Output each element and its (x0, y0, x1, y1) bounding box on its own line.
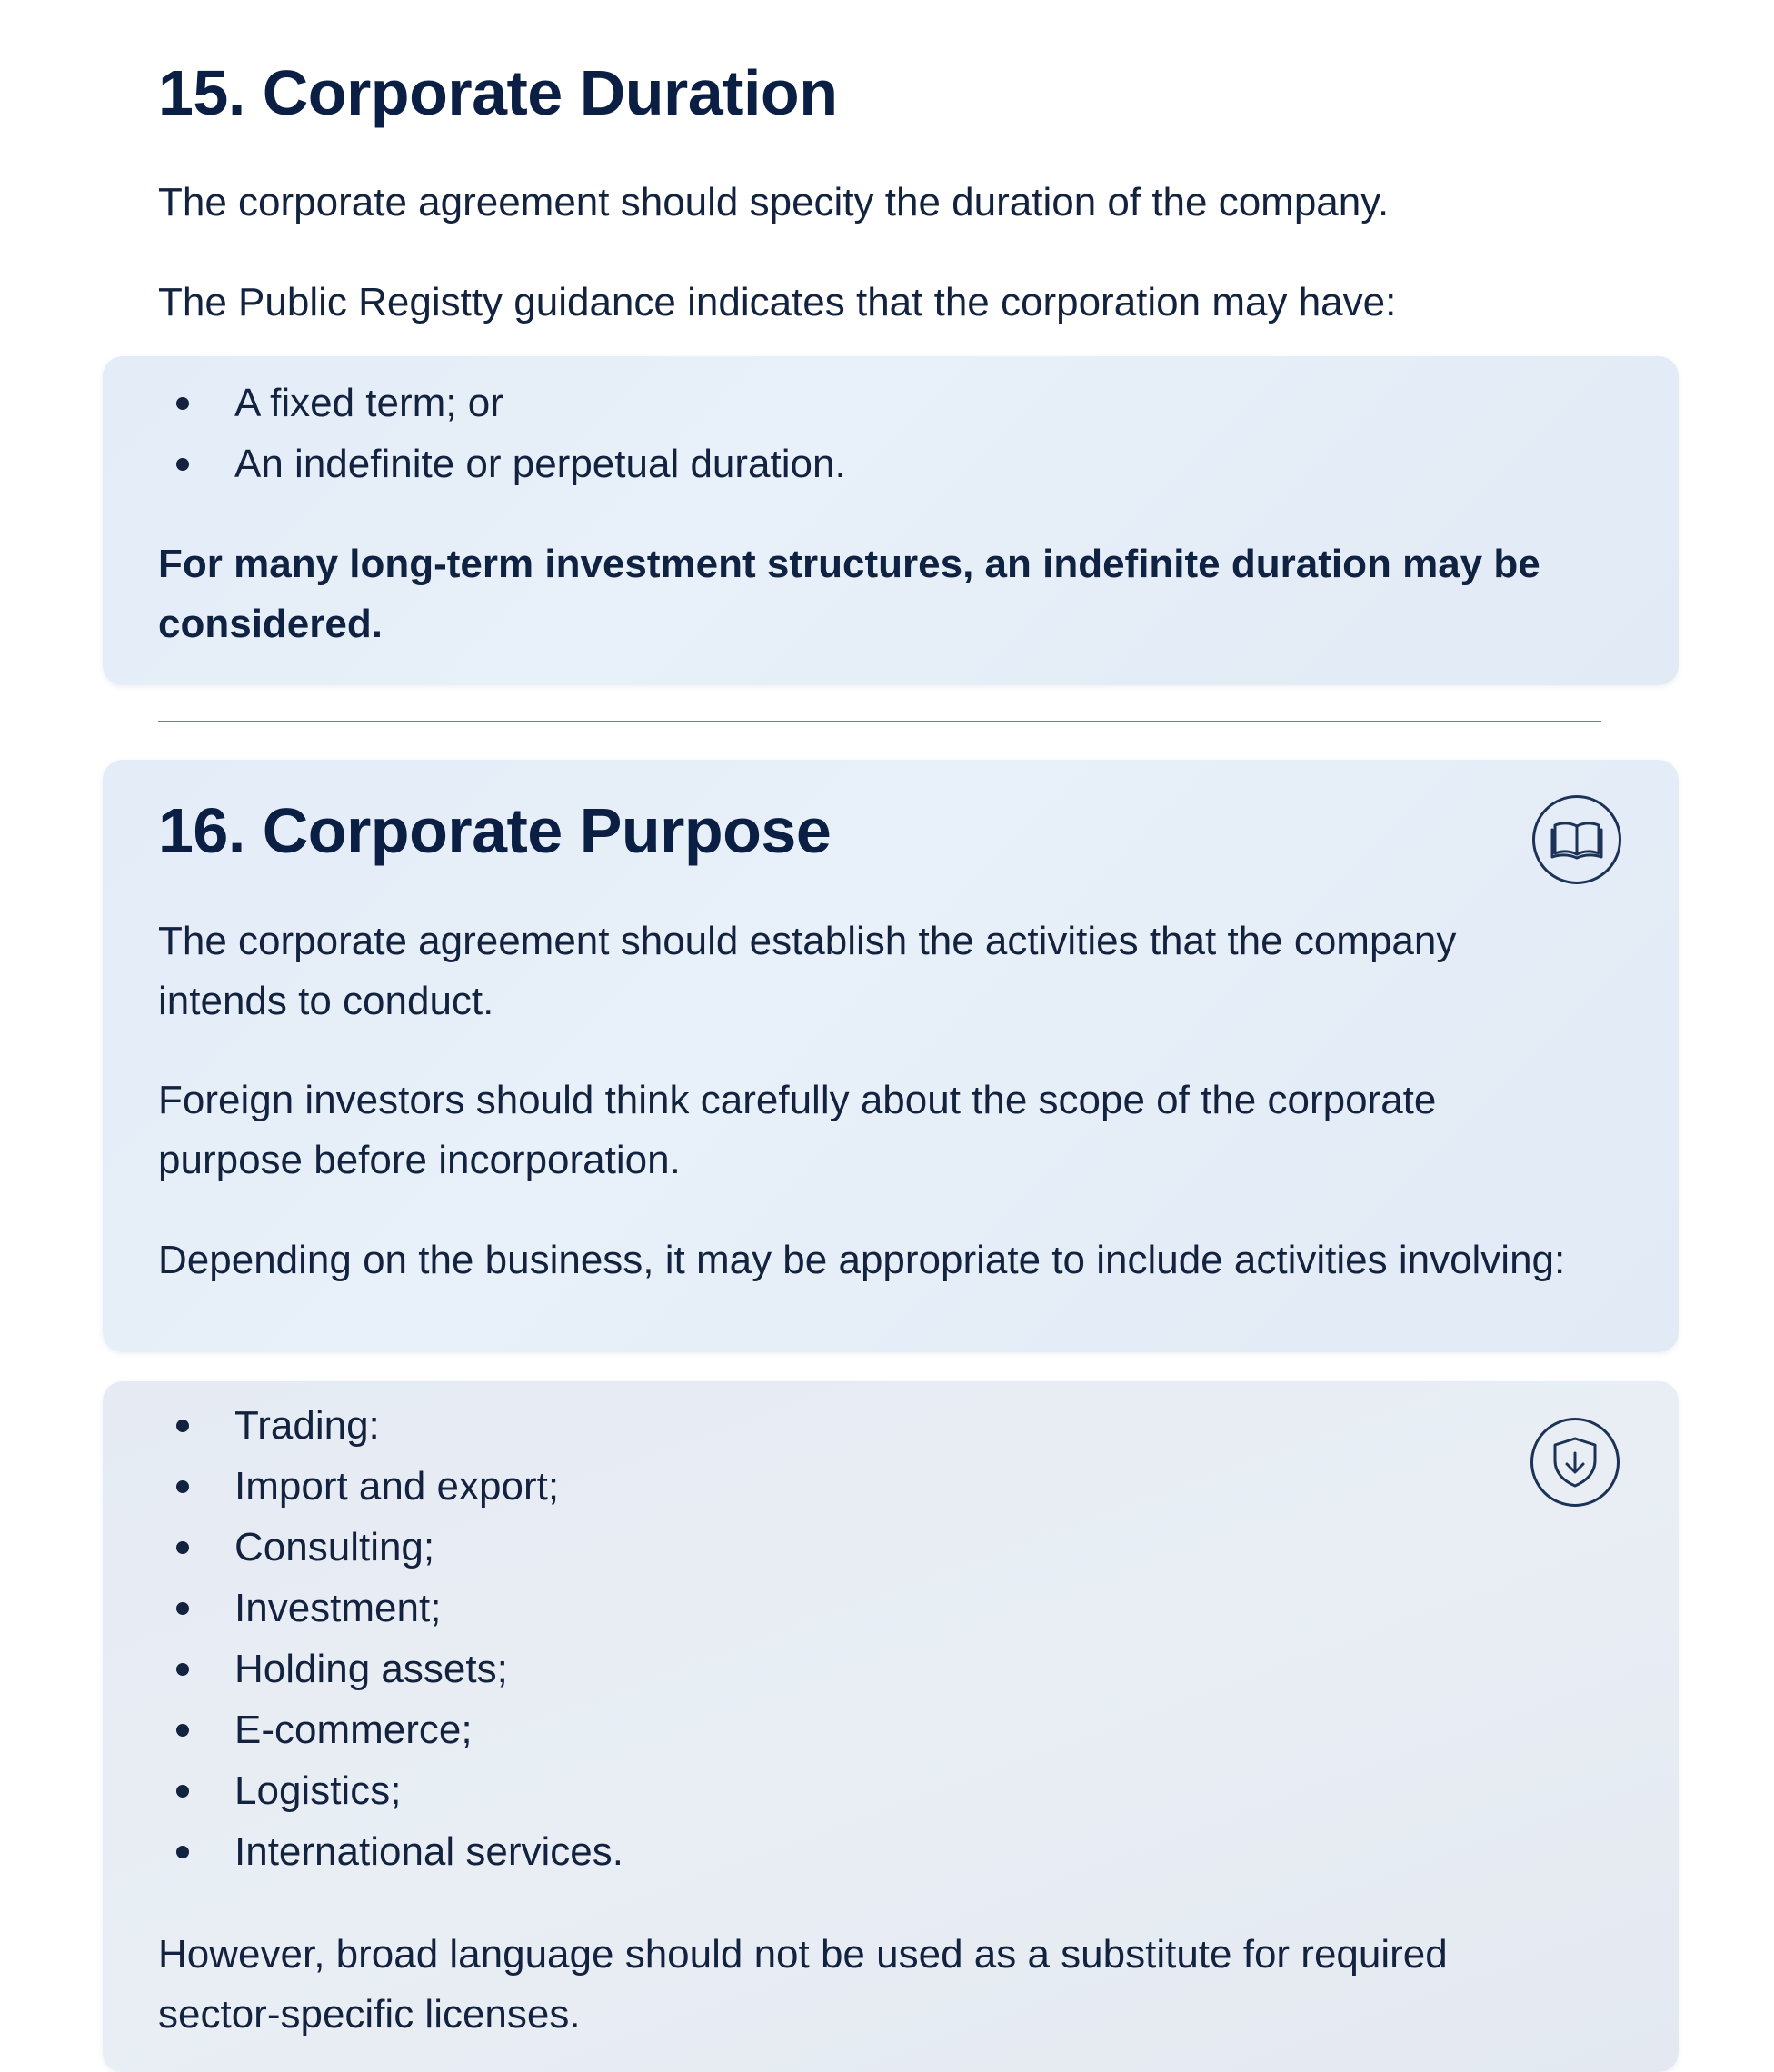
bullet-icon (176, 1602, 189, 1615)
section-16-note: However, broad language should not be used as a substitute for required sector-specific licenses. (158, 1932, 1448, 2037)
list-item: Consulting; (158, 1517, 623, 1578)
bullet-icon (176, 1541, 189, 1554)
shield-icon (1530, 1418, 1620, 1507)
bullet-icon (176, 1480, 189, 1493)
bullet-icon (176, 1846, 189, 1858)
section-15-paragraph-2: The Public Registty guidance indicates that the corporation may have: (158, 280, 1397, 324)
section-divider (158, 721, 1601, 722)
list-item: International services. (158, 1821, 623, 1882)
list-item: Trading: (158, 1395, 623, 1456)
list-item: An indefinite or perpetual duration. (158, 433, 846, 494)
list-item: Holding assets; (158, 1639, 623, 1699)
bullet-icon (176, 458, 189, 471)
section-15-paragraph-1: The corporate agreement should specity the duration of the company. (158, 180, 1390, 224)
bullet-icon (176, 1420, 189, 1432)
list-item: Import and export; (158, 1456, 623, 1517)
duration-options-list (158, 373, 846, 494)
list-item: A fixed term; or (158, 373, 846, 433)
section-16-paragraph-1: The corporate agreement should establish the activities that the company intends to conduct. (158, 919, 1457, 1023)
list-item: Investment; (158, 1578, 623, 1639)
list-item: E-commerce; (158, 1699, 623, 1760)
section-16-paragraph-3: Depending on the business, it may be appropriate to include activities involving: (158, 1238, 1566, 1282)
section-16-title: 16. Corporate Purpose (158, 795, 832, 866)
bullet-icon (176, 1663, 189, 1676)
section-15-note: For many long-term investment structures, an indefinite duration may be considered. (158, 542, 1540, 646)
section-15-title: 15. Corporate Duration (158, 57, 838, 128)
bullet-icon (176, 397, 189, 410)
section-16-paragraph-2: Foreign investors should think carefully about the scope of the corporate purpose before incorporation. (158, 1078, 1437, 1182)
bullet-icon (176, 1785, 189, 1798)
book-icon (1532, 795, 1621, 884)
activities-list (158, 1395, 623, 1882)
bullet-icon (176, 1724, 189, 1737)
list-item: Logistics; (158, 1760, 623, 1821)
